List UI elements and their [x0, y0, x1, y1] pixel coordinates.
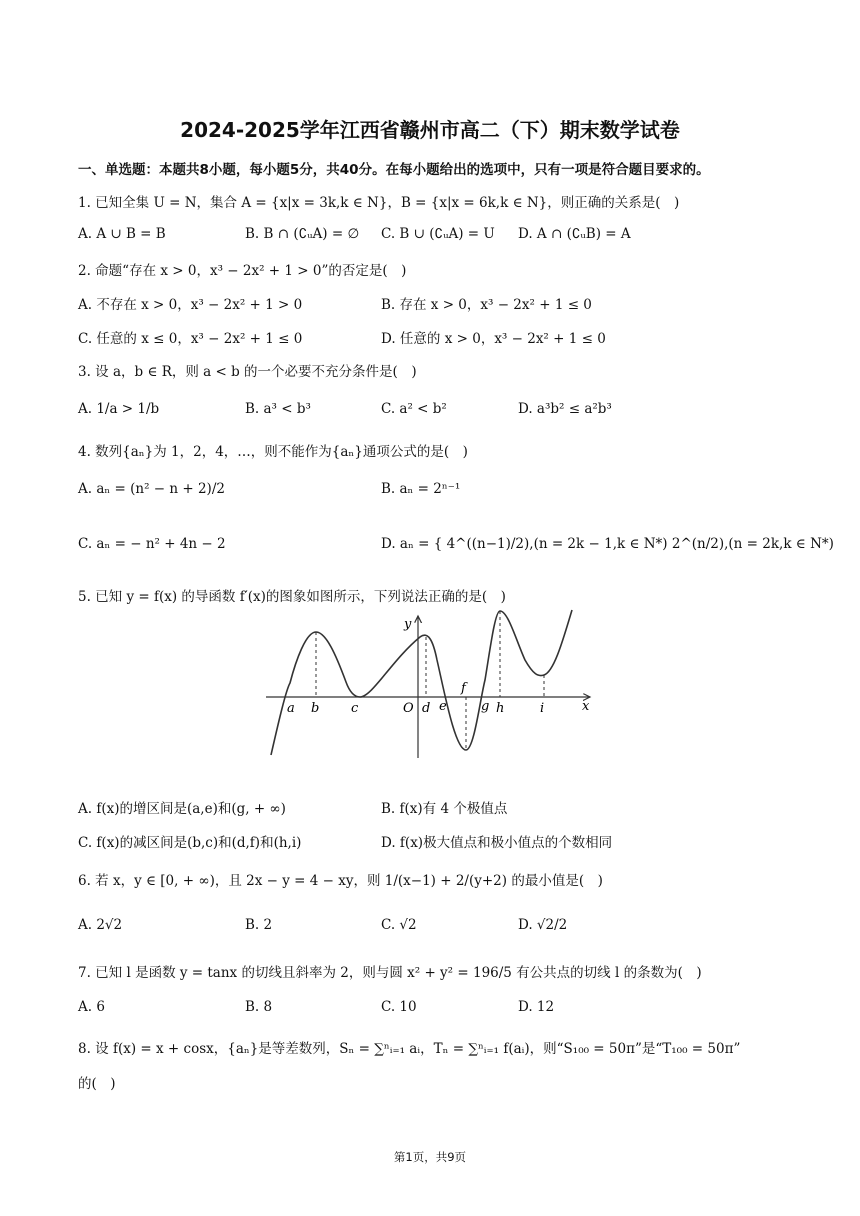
question-3-stem: 3. 设 a，b ∈ R，则 a < b 的一个必要不充分条件是( ) — [78, 364, 417, 380]
q3-option-b: B. a³ < b³ — [245, 401, 311, 417]
label-i: i — [540, 701, 545, 716]
question-5-stem: 5. 已知 y = f(x) 的导函数 f′(x)的图象如图所示，下列说法正确的是( ) — [78, 589, 506, 605]
q3-option-c: C. a² < b² — [381, 401, 447, 417]
q2-option-b: B. 存在 x > 0，x³ − 2x² + 1 ≤ 0 — [381, 297, 592, 313]
q2-option-a: A. 不存在 x > 0，x³ − 2x² + 1 > 0 — [78, 297, 303, 313]
q1-option-c: C. B ∪ (∁ᵤA) = U — [381, 226, 495, 242]
q5-option-a: A. f(x)的增区间是(a,e)和(g, + ∞) — [78, 801, 286, 817]
q5-option-d: D. f(x)极大值点和极小值点的个数相同 — [381, 835, 613, 851]
q6-option-c: C. √2 — [381, 917, 417, 933]
label-a: a — [287, 701, 295, 716]
label-y: y — [404, 617, 412, 632]
question-4-stem: 4. 数列{aₙ}为 1，2，4，…，则不能作为{aₙ}通项公式的是( ) — [78, 444, 468, 460]
section-heading: 一、单选题：本题共8小题，每小题5分，共40分。在每小题给出的选项中，只有一项是符合题目要求的。 — [78, 162, 710, 178]
label-x: x — [582, 699, 590, 714]
label-origin: O — [403, 701, 414, 716]
q4-option-d: D. aₙ = { 4^((n−1)/2),(n = 2k − 1,k ∈ N*) 2^(n/2),(n = 2k,k ∈ N*) — [381, 536, 834, 552]
q3-option-d: D. a³b² ≤ a²b³ — [518, 401, 612, 417]
question-8-stem-cont: 的( ) — [78, 1076, 116, 1092]
q7-option-c: C. 10 — [381, 999, 417, 1015]
q2-option-d: D. 任意的 x > 0，x³ − 2x² + 1 ≤ 0 — [381, 331, 606, 347]
page-footer: 第1页，共9页 — [393, 1150, 467, 1164]
q1-option-d: D. A ∩ (∁ᵤB) = A — [518, 226, 631, 242]
q4-option-b: B. aₙ = 2ⁿ⁻¹ — [381, 481, 461, 497]
q5-option-c: C. f(x)的减区间是(b,c)和(d,f)和(h,i) — [78, 835, 302, 851]
q5-option-b: B. f(x)有 4 个极值点 — [381, 801, 508, 817]
q2-option-c: C. 任意的 x ≤ 0，x³ − 2x² + 1 ≤ 0 — [78, 331, 303, 347]
label-h: h — [496, 701, 505, 716]
label-c: c — [351, 701, 359, 716]
question-7-stem: 7. 已知 l 是函数 y = tanx 的切线且斜率为 2，则与圆 x² + y² = 196/5 有公共点的切线 l 的条数为( ) — [78, 965, 702, 981]
derivative-graph — [262, 608, 598, 760]
q4-option-a: A. aₙ = (n² − n + 2)/2 — [78, 481, 225, 497]
label-f: f — [461, 681, 466, 696]
q3-option-a: A. 1/a > 1/b — [78, 401, 160, 417]
page-title: 2024-2025学年江西省赣州市高二（下）期末数学试卷 — [180, 118, 680, 142]
q6-option-b: B. 2 — [245, 917, 273, 933]
question-8-stem: 8. 设 f(x) = x + cosx，{aₙ}是等差数列，Sₙ = ∑ⁿᵢ₌₁ aᵢ，Tₙ = ∑ⁿᵢ₌₁ f(aᵢ)，则“S₁₀₀ = 50π”是“T₁₀₀ = 50π” — [78, 1041, 741, 1057]
label-b: b — [311, 701, 320, 716]
question-2-stem: 2. 命题“存在 x > 0，x³ − 2x² + 1 > 0”的否定是( ) — [78, 263, 407, 279]
label-e: e — [439, 699, 447, 714]
q1-option-a: A. A ∪ B = B — [78, 226, 166, 242]
q6-option-a: A. 2√2 — [78, 917, 123, 933]
q1-option-b: B. B ∩ (∁ᵤA) = ∅ — [245, 226, 360, 242]
q7-option-a: A. 6 — [78, 999, 105, 1015]
question-6-stem: 6. 若 x，y ∈ [0, + ∞)，且 2x − y = 4 − xy，则 1/(x−1) + 2/(y+2) 的最小值是( ) — [78, 873, 603, 889]
q4-option-c: C. aₙ = − n² + 4n − 2 — [78, 536, 226, 552]
question-1-stem: 1. 已知全集 U = N，集合 A = {x|x = 3k,k ∈ N}，B = {x|x = 6k,k ∈ N}，则正确的关系是( ) — [78, 195, 680, 211]
q7-option-d: D. 12 — [518, 999, 555, 1015]
q6-option-d: D. √2/2 — [518, 917, 568, 933]
label-g: g — [481, 699, 490, 714]
label-d: d — [422, 701, 431, 716]
q7-option-b: B. 8 — [245, 999, 273, 1015]
